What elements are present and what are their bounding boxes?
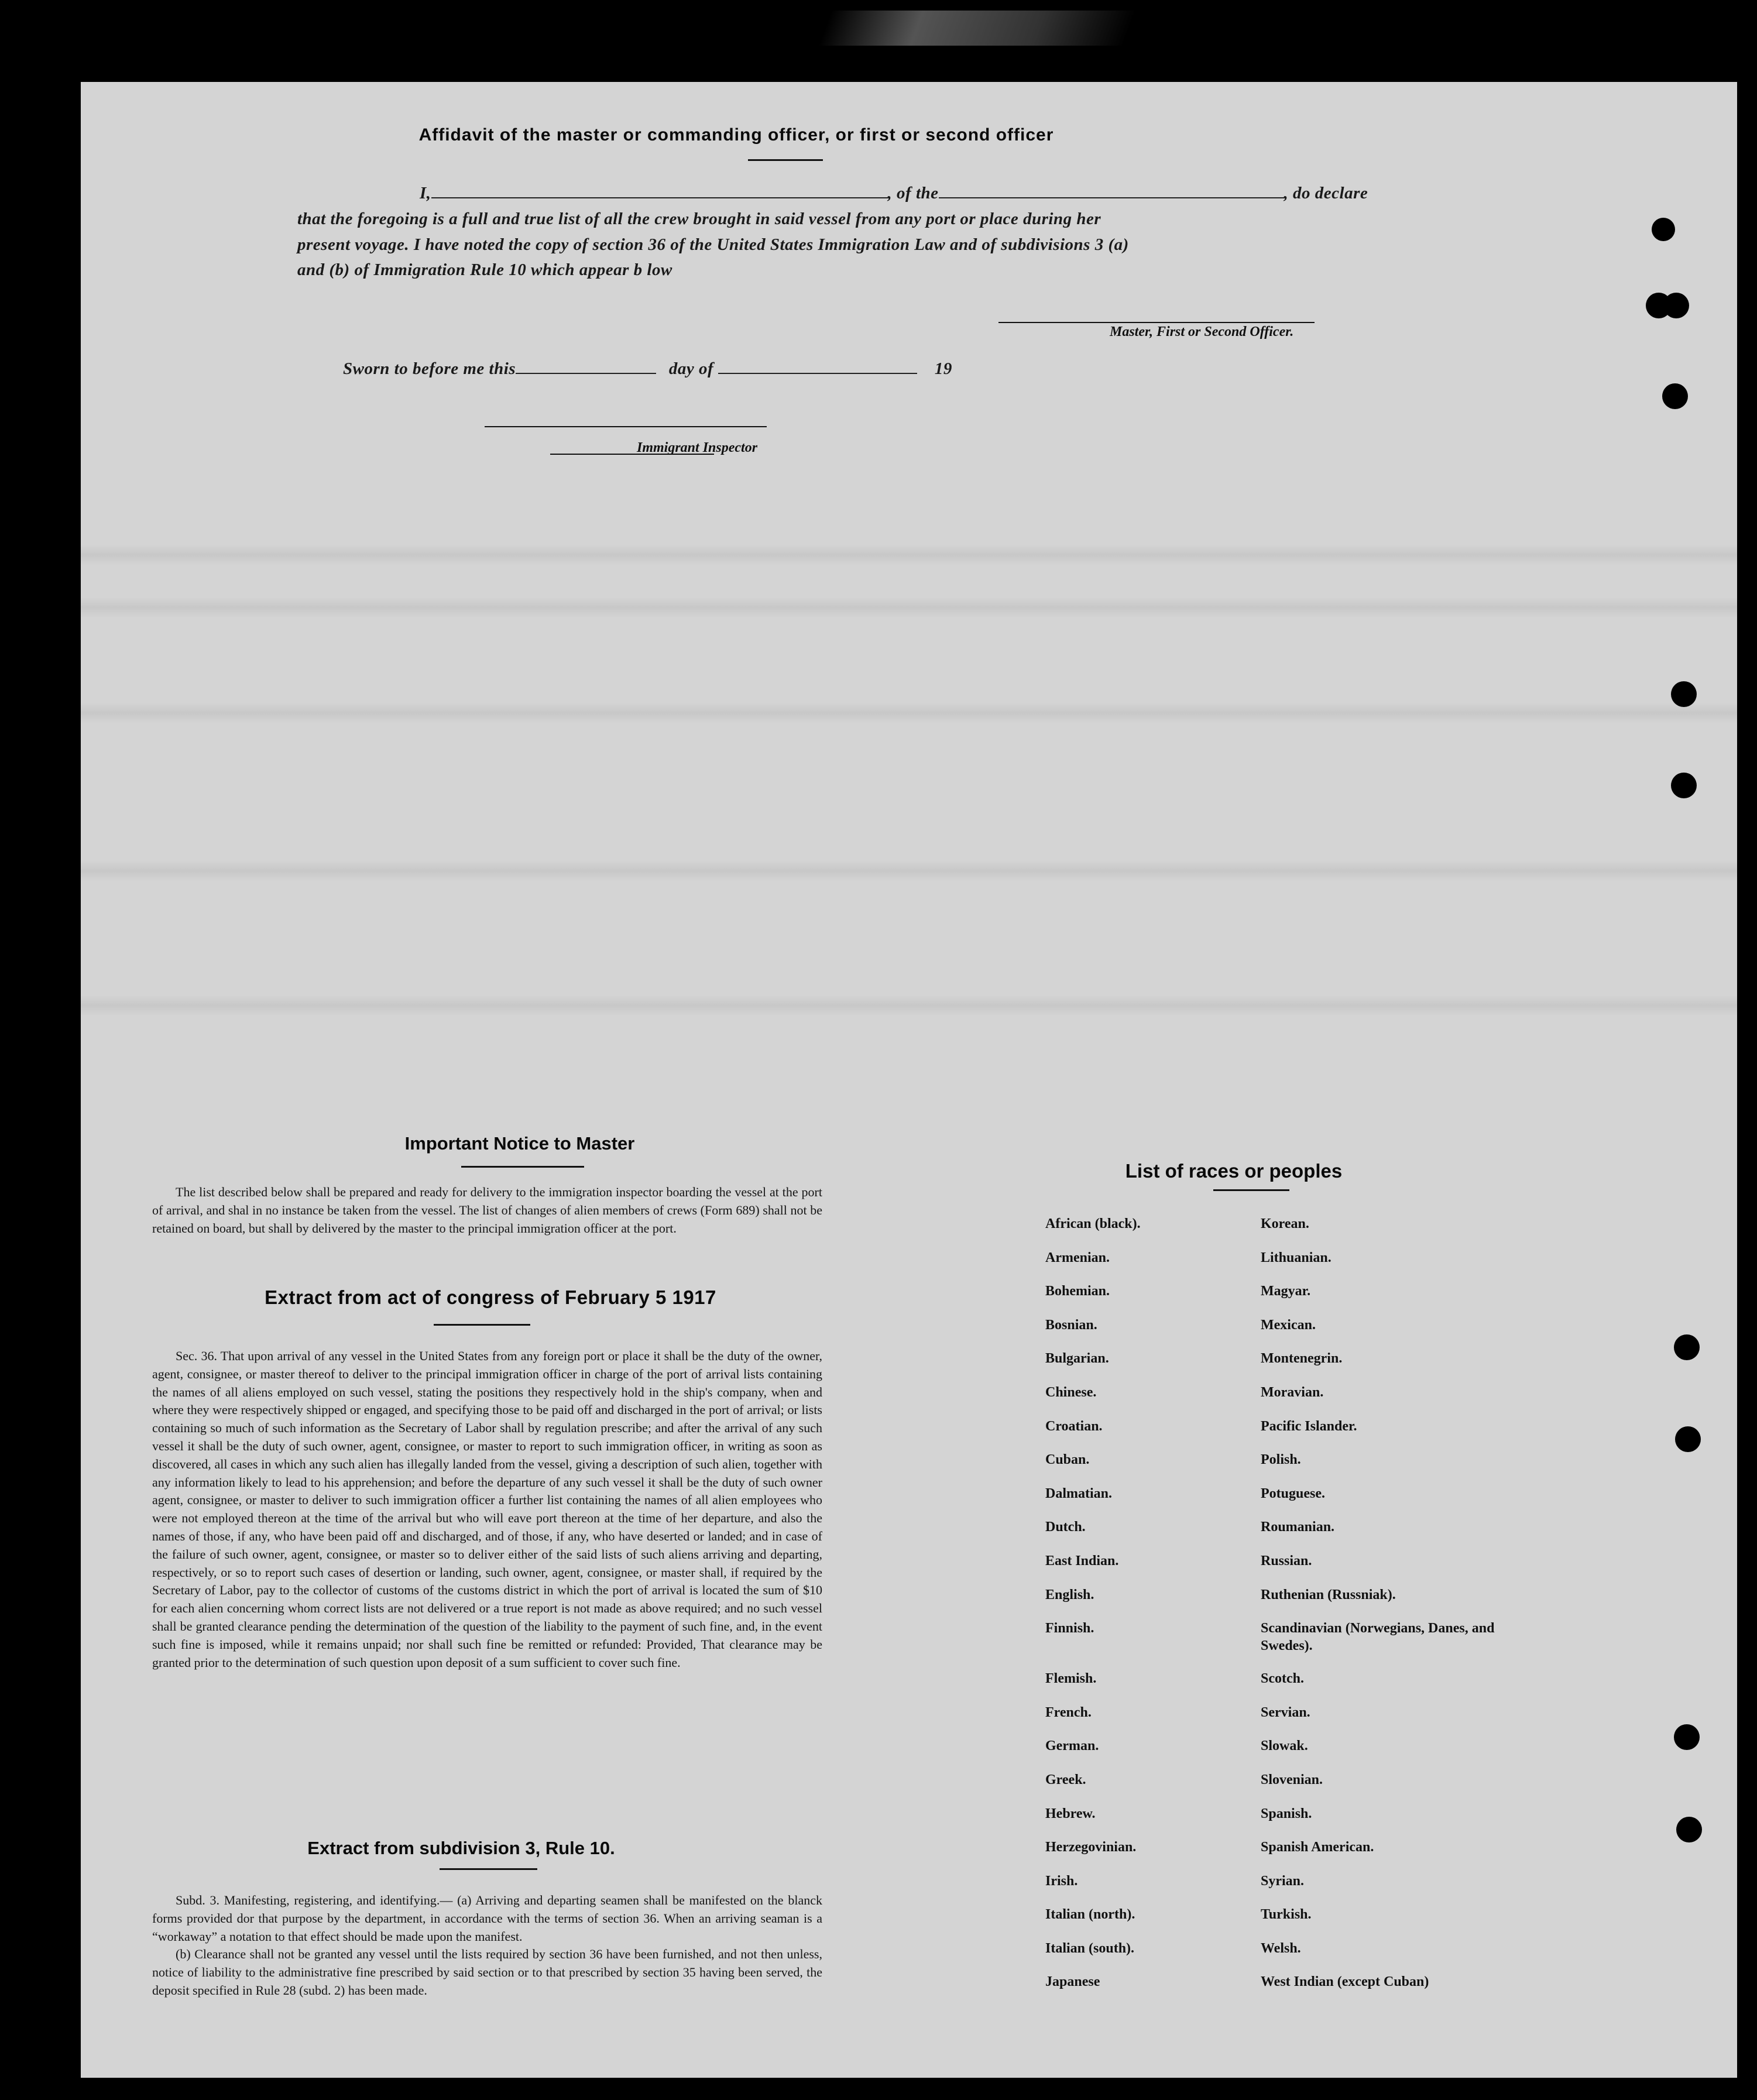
race-item: Servian. <box>1261 1704 1310 1720</box>
race-item: East Indian. <box>1045 1553 1119 1569</box>
race-item: Bulgarian. <box>1045 1351 1109 1367</box>
race-item: Herzegovinian. <box>1045 1840 1137 1855</box>
race-item: Dalmatian. <box>1045 1485 1112 1501</box>
notice-text <box>152 1183 822 1237</box>
race-item: Lithuanian. <box>1261 1250 1332 1265</box>
race-item: Japanese <box>1045 1974 1100 1990</box>
race-item: Chinese. <box>1045 1384 1097 1400</box>
race-item: Spanish American. <box>1261 1840 1374 1855</box>
race-item: Spanish. <box>1261 1806 1312 1821</box>
race-item: Italian (north). <box>1045 1907 1135 1923</box>
race-item: Croatian. <box>1045 1418 1103 1434</box>
race-item: Ruthenian (Russniak). <box>1261 1587 1396 1603</box>
punch-hole <box>1652 218 1675 241</box>
bleed-through-row <box>81 995 1737 1016</box>
races-right-column <box>1261 1215 1512 2007</box>
bleed-through-row <box>81 597 1737 618</box>
act-text <box>152 1347 822 1672</box>
race-item: Italian (south). <box>1045 1940 1135 1956</box>
affidavit-line-1 <box>341 184 1453 203</box>
bleed-through-row <box>81 544 1737 565</box>
punch-hole <box>1675 1426 1701 1452</box>
master-signature-line[interactable] <box>998 322 1315 323</box>
inspector-signature-line-1[interactable] <box>485 426 767 427</box>
punch-hole <box>1671 681 1697 707</box>
race-item: Russian. <box>1261 1553 1312 1569</box>
notice-title-rule <box>461 1166 584 1168</box>
race-item: Scotch. <box>1261 1671 1304 1687</box>
affidavit-of-the-label: , of the <box>887 184 939 203</box>
race-item: African (black). <box>1045 1216 1141 1231</box>
race-item: French. <box>1045 1704 1092 1720</box>
race-item: English. <box>1045 1587 1094 1603</box>
race-item: Armenian. <box>1045 1250 1110 1265</box>
race-item: Bosnian. <box>1045 1317 1097 1333</box>
notice-paragraph: The list described below shall be prepared and ready for delivery to the immigration inspector boarding the vessel at the port of arrival, and shal in no instance be taken from the vessel. The list of changes of alien members of crews (Form 689) shall not be retained on board, but shall by delivered by the master to the principal immigration officer at the port. <box>152 1185 822 1236</box>
race-item: Slowak. <box>1261 1738 1308 1754</box>
race-item: Pacific Islander. <box>1261 1418 1357 1434</box>
rule-title: Extract from subdivision 3, Rule 10. <box>307 1838 615 1858</box>
year-label: 19 <box>934 359 952 378</box>
punch-hole <box>1674 1334 1700 1360</box>
races-title: List of races or peoples <box>1125 1160 1343 1182</box>
sworn-line <box>343 359 1221 379</box>
punch-hole <box>1662 383 1688 409</box>
bleed-through-row <box>81 702 1737 723</box>
inspector-label: Immigrant Inspector <box>637 440 758 455</box>
punch-hole <box>1663 293 1689 318</box>
race-item: Bohemian. <box>1045 1284 1110 1299</box>
race-item: Slovenian. <box>1261 1772 1323 1787</box>
race-item: German. <box>1045 1738 1099 1754</box>
punch-hole <box>1671 773 1697 798</box>
rule-paragraph-a: Subd. 3. Manifesting, registering, and identifying.— (a) Arriving and departing seamen shall be manifested on the blanck forms provided dor that purpose by the department, in accordance with the terms of section 36. When an arriving seaman is a “workaway” a notation to that effect should be made upon the manifest. <box>152 1893 822 1944</box>
races-left-column <box>1045 1215 1256 2007</box>
punch-hole <box>1676 1817 1702 1842</box>
affidavit-line-4: and (b) of Immigration Rule 10 which appear b low <box>297 260 672 279</box>
notice-title: Important Notice to Master <box>404 1133 635 1154</box>
race-item: West Indian (except Cuban) <box>1261 1974 1429 1990</box>
race-item: Turkish. <box>1261 1907 1312 1923</box>
race-item: Korean. <box>1261 1216 1309 1231</box>
affidavit-line-2: that the foregoing is a full and true list of all the crew brought in said vessel from any port or place during her <box>297 210 1101 228</box>
race-item: Scandinavian (Norwegians, Danes, and Swedes). <box>1261 1621 1495 1654</box>
race-item: Cuban. <box>1045 1452 1090 1468</box>
rule-paragraph-b: (b) Clearance shall not be granted any vessel until the lists required by section 36 have been furnished, and not then unless, notice of liability to the administrative fine prescribed by said section or to that prescribed by section 35 having been served, the deposit specified in Rule 28 (subd. 2) has been made. <box>152 1947 822 1998</box>
affidavit-i-label: I, <box>420 184 431 203</box>
rule-title-rule <box>440 1868 537 1870</box>
race-item: Potuguese. <box>1261 1485 1325 1501</box>
act-title-rule <box>434 1324 530 1326</box>
film-scratch <box>819 11 1136 46</box>
race-item: Dutch. <box>1045 1519 1086 1535</box>
vessel-blank[interactable] <box>939 197 1284 198</box>
race-item: Montenegrin. <box>1261 1351 1343 1367</box>
race-item: Finnish. <box>1045 1621 1094 1636</box>
race-item: Mexican. <box>1261 1317 1316 1333</box>
affidavit-line-3: present voyage. I have noted the copy of section 36 of the United States Immigration Law and of subdivisions 3 (a) <box>297 235 1129 254</box>
manifest-page <box>81 82 1737 2078</box>
race-item: Moravian. <box>1261 1384 1324 1400</box>
race-item: Hebrew. <box>1045 1806 1096 1821</box>
sworn-label: Sworn to before me this <box>343 359 516 378</box>
act-paragraph: Sec. 36. That upon arrival of any vessel in the United States from any foreign port or place it shall be the duty of the owner, agent, consignee, or master thereof to deliver to the principal immigration officer in charge of the port of arrival lists containing the names of all aliens employed on such vessel, stating the positions they respectively hold in the ship's company, when and where they were respectively shipped or engaged, and specifying those to be paid off and discharged in the port of arrival; or lists containing so much of such information as the Secretary of Labor shall by regulation prescribe; and after the arrival of any such vessel it shall be the duty of such owner, agent, consignee, or master to report to such immigration officer, in writing as soon as discovered, all cases in which any such alien has illegally landed from the vessel, giving a description of such alien, together with any information likely to lead to his apprehension; and before the departure of any such vessel it shall be the duty of such owner agent, consignee, or master to deliver to such immigration officer a further list containing the names of all alien employees who were not employed thereon at the time of the arrival but who will eave port thereon at the time of her departure, and also the names of those, if any, who have been paid off and discharged, and of those, if any, who have deserted or landed; and in case of the failure of such owner, agent, consignee, or master so to deliver either of the said lists of such aliens arriving and departing, respectively, or so to report such cases of desertion or landing, such owner, agent, consignee, or master shall, if required by the Secretary of Labor, pay to the collector of customs of the customs district in which the port of arrival is located the sum of $10 for each alien concerning whom correct lists are not delivered or a true report is not made as above required; and no such vessel shall be granted clearance pending the determination of the question of the liability to the payment of such fine, and, in the event such fine is imposed, while it remains unpaid; nor shall such fine be remitted or refunded: Provided, That clearance may be granted prior to the determination of such question upon deposit of a sum sufficient to cover such fine. <box>152 1348 822 1670</box>
race-item: Syrian. <box>1261 1873 1305 1889</box>
month-blank[interactable] <box>718 373 917 374</box>
bleed-through-row <box>81 860 1737 881</box>
races-title-rule <box>1213 1189 1289 1191</box>
act-title: Extract from act of congress of February 5 1917 <box>265 1286 716 1308</box>
affidavit-declare-label: , do declare <box>1284 184 1368 203</box>
race-item: Irish. <box>1045 1873 1078 1889</box>
affidavit-title-rule <box>748 159 823 161</box>
affidavit-title: Affidavit of the master or commanding officer, or first or second officer <box>418 125 1054 145</box>
day-of-label: day of <box>668 359 714 378</box>
punch-hole <box>1674 1724 1700 1750</box>
name-blank[interactable] <box>431 197 888 198</box>
race-item: Roumanian. <box>1261 1519 1335 1535</box>
race-item: Welsh. <box>1261 1940 1301 1956</box>
master-signature-label: Master, First or Second Officer. <box>1110 324 1294 339</box>
race-item: Polish. <box>1261 1452 1301 1468</box>
rule-text <box>152 1892 822 2000</box>
race-item: Magyar. <box>1261 1284 1311 1299</box>
race-item: Flemish. <box>1045 1671 1097 1687</box>
race-item: Greek. <box>1045 1772 1086 1787</box>
day-blank[interactable] <box>516 373 656 374</box>
